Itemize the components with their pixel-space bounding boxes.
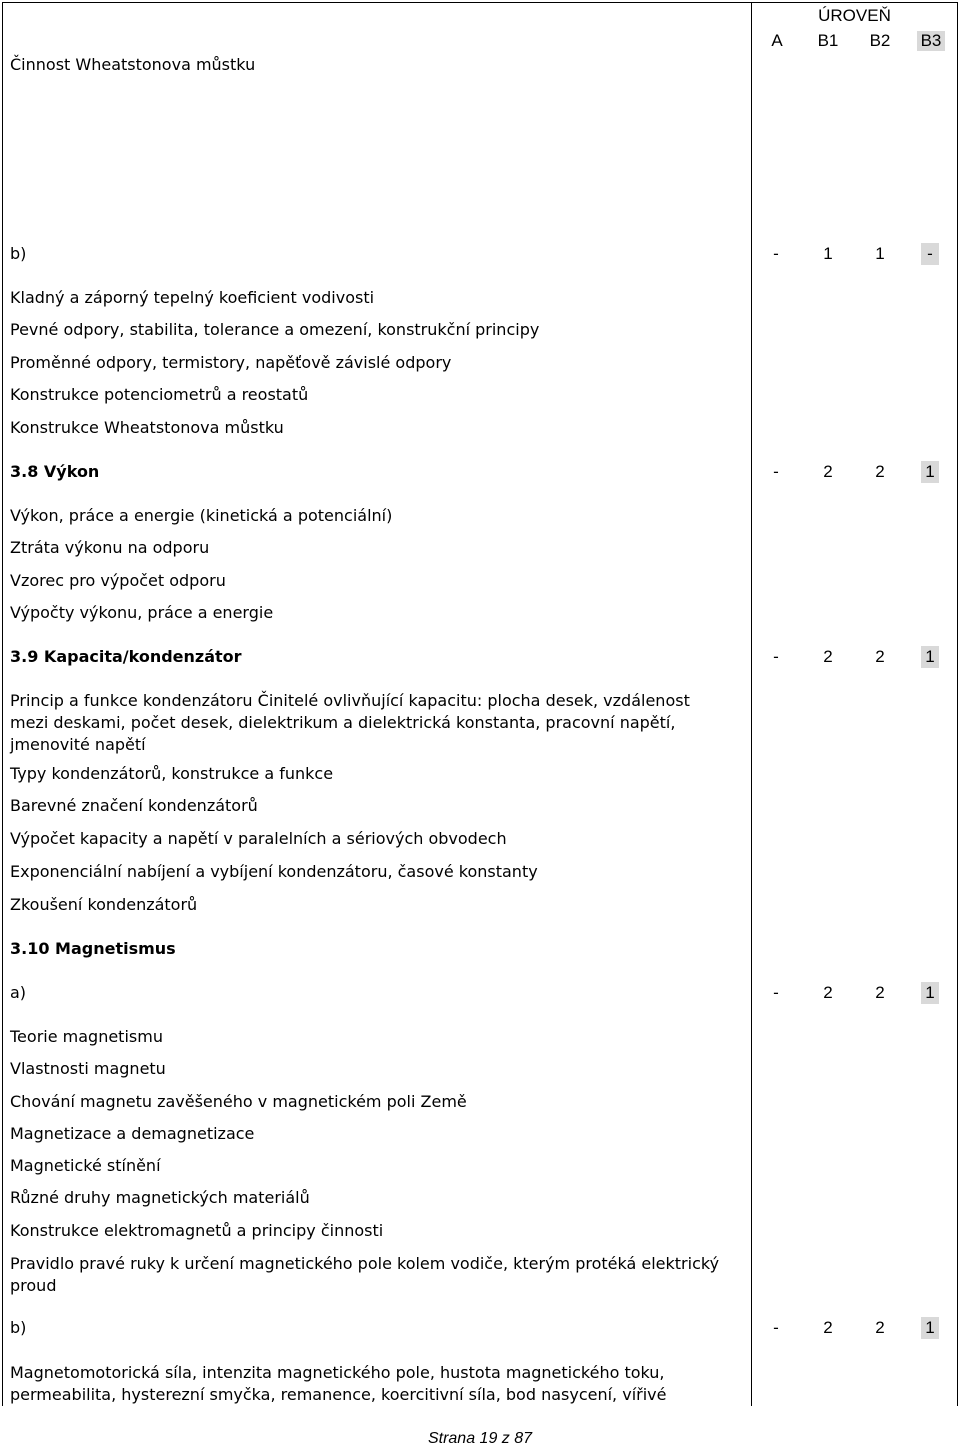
- row-text: Proměnné odpory, termistory, napěťově závislé odpory: [10, 353, 452, 372]
- list-item: [10, 319, 730, 341]
- level-col-a: A: [771, 31, 783, 50]
- level-b1-value: 2: [823, 1318, 833, 1337]
- row-text: Ztráta výkonu na odporu: [10, 538, 210, 557]
- level-b1-value: 2: [823, 462, 833, 481]
- list-item: [10, 505, 730, 527]
- row-text: 3.8 Výkon: [10, 462, 100, 481]
- row-text: Magnetomotorická síla, intenzita magnetického pole, hustota magnetického toku, permeabilita, hysterezní smyčka, remanence, koercitivní síla, bod nasycení, vířivé: [10, 1363, 667, 1404]
- page-number: Strana 19 z 87: [427, 1430, 533, 1447]
- level-col-b2: B2: [869, 31, 891, 50]
- row-text: Teorie magnetismu: [10, 1027, 163, 1046]
- row-text: Konstrukce Wheatstonova můstku: [10, 418, 284, 437]
- list-item: [10, 763, 730, 785]
- row-text: b): [10, 244, 27, 263]
- table-border-top: [2, 2, 958, 3]
- list-item: [10, 352, 730, 374]
- level-a-value: -: [773, 244, 779, 263]
- level-a-value: -: [773, 983, 779, 1002]
- row-text: Exponenciální nabíjení a vybíjení kondenzátoru, časové konstanty: [10, 862, 538, 881]
- list-item: [10, 1091, 730, 1113]
- row-text: Různé druhy magnetických materiálů: [10, 1188, 310, 1207]
- level-b2-value: 2: [875, 647, 885, 666]
- list-item: [10, 570, 730, 592]
- list-item: [10, 1123, 730, 1145]
- table-border-right: [957, 2, 958, 1406]
- level-b2-value: 1: [875, 244, 885, 263]
- list-item: [10, 1362, 730, 1406]
- level-a-value: -: [773, 647, 779, 666]
- level-b1-value: 2: [823, 983, 833, 1002]
- row-text: Magnetizace a demagnetizace: [10, 1124, 255, 1143]
- row-text: Chování magnetu zavěšeného v magnetickém poli Země: [10, 1092, 467, 1111]
- row-text: Pevné odpory, stabilita, tolerance a omezení, konstrukční principy: [10, 320, 540, 339]
- row-text: b): [10, 1318, 27, 1337]
- list-item: [10, 1220, 730, 1242]
- list-item: [10, 1155, 730, 1177]
- list-item: [10, 537, 730, 559]
- list-item: [10, 1026, 730, 1048]
- list-item: [10, 690, 730, 756]
- list-item: [10, 795, 730, 817]
- list-item: [10, 828, 730, 850]
- list-item: [10, 602, 730, 624]
- row-text: a): [10, 983, 27, 1002]
- list-item: [10, 1058, 730, 1080]
- level-b3-value: 1: [921, 646, 939, 668]
- row-text: Vzorec pro výpočet odporu: [10, 571, 226, 590]
- level-b2-value: 2: [875, 462, 885, 481]
- row-text: Vlastnosti magnetu: [10, 1059, 166, 1078]
- list-item: [10, 417, 730, 439]
- list-item: [10, 982, 730, 1004]
- row-text: Zkoušení kondenzátorů: [10, 895, 198, 914]
- level-col-b3: B3: [917, 31, 945, 51]
- table-border-left: [2, 2, 3, 1406]
- section-heading: [10, 461, 730, 483]
- level-a-value: -: [773, 1318, 779, 1337]
- level-b2-value: 2: [875, 983, 885, 1002]
- level-b3-value: -: [921, 243, 939, 265]
- list-item: [10, 861, 730, 883]
- row-text: Výpočty výkonu, práce a energie: [10, 603, 274, 622]
- row-text: Pravidlo pravé ruky k určení magnetického pole kolem vodiče, kterým protéká elektrický proud: [10, 1254, 720, 1295]
- level-b3-value: 1: [921, 1317, 939, 1339]
- list-item: [10, 243, 730, 265]
- level-b2-value: 2: [875, 1318, 885, 1337]
- row-text: Konstrukce potenciometrů a reostatů: [10, 385, 309, 404]
- level-header: ÚROVEŇ: [818, 6, 891, 25]
- row-text: 3.9 Kapacita/kondenzátor: [10, 647, 242, 666]
- list-item: [10, 1317, 730, 1339]
- section-heading: [10, 938, 730, 960]
- row-text: Typy kondenzátorů, konstrukce a funkce: [10, 764, 334, 783]
- row-text: 3.10 Magnetismus: [10, 939, 176, 958]
- list-item: [10, 287, 730, 309]
- level-b3-value: 1: [921, 461, 939, 483]
- row-text: Magnetické stínění: [10, 1156, 161, 1175]
- row-text: Výpočet kapacity a napětí v paralelních a sériových obvodech: [10, 829, 507, 848]
- list-item: [10, 894, 730, 916]
- section-title: Činnost Wheatstonova můstku: [10, 55, 256, 74]
- row-text: Konstrukce elektromagnetů a principy činnosti: [10, 1221, 384, 1240]
- row-text: Kladný a záporný tepelný koeficient vodivosti: [10, 288, 375, 307]
- list-item: [10, 384, 730, 406]
- level-a-value: -: [773, 462, 779, 481]
- section-heading: [10, 646, 730, 668]
- list-item: [10, 1187, 730, 1209]
- row-text: Barevné značení kondenzátorů: [10, 796, 258, 815]
- level-col-b1: B1: [817, 31, 839, 50]
- level-b3-value: 1: [921, 982, 939, 1004]
- level-column-divider: [751, 2, 752, 1406]
- level-b1-value: 1: [823, 244, 833, 263]
- row-text: Výkon, práce a energie (kinetická a potenciální): [10, 506, 393, 525]
- list-item: [10, 1253, 730, 1297]
- row-text: Princip a funkce kondenzátoru Činitelé ovlivňující kapacitu: plocha desek, vzdálenost mezi deskami, počet desek, dielektrikum a dielektrická konstanta, pracovní napětí, jmenovité napětí: [10, 691, 690, 754]
- level-b1-value: 2: [823, 647, 833, 666]
